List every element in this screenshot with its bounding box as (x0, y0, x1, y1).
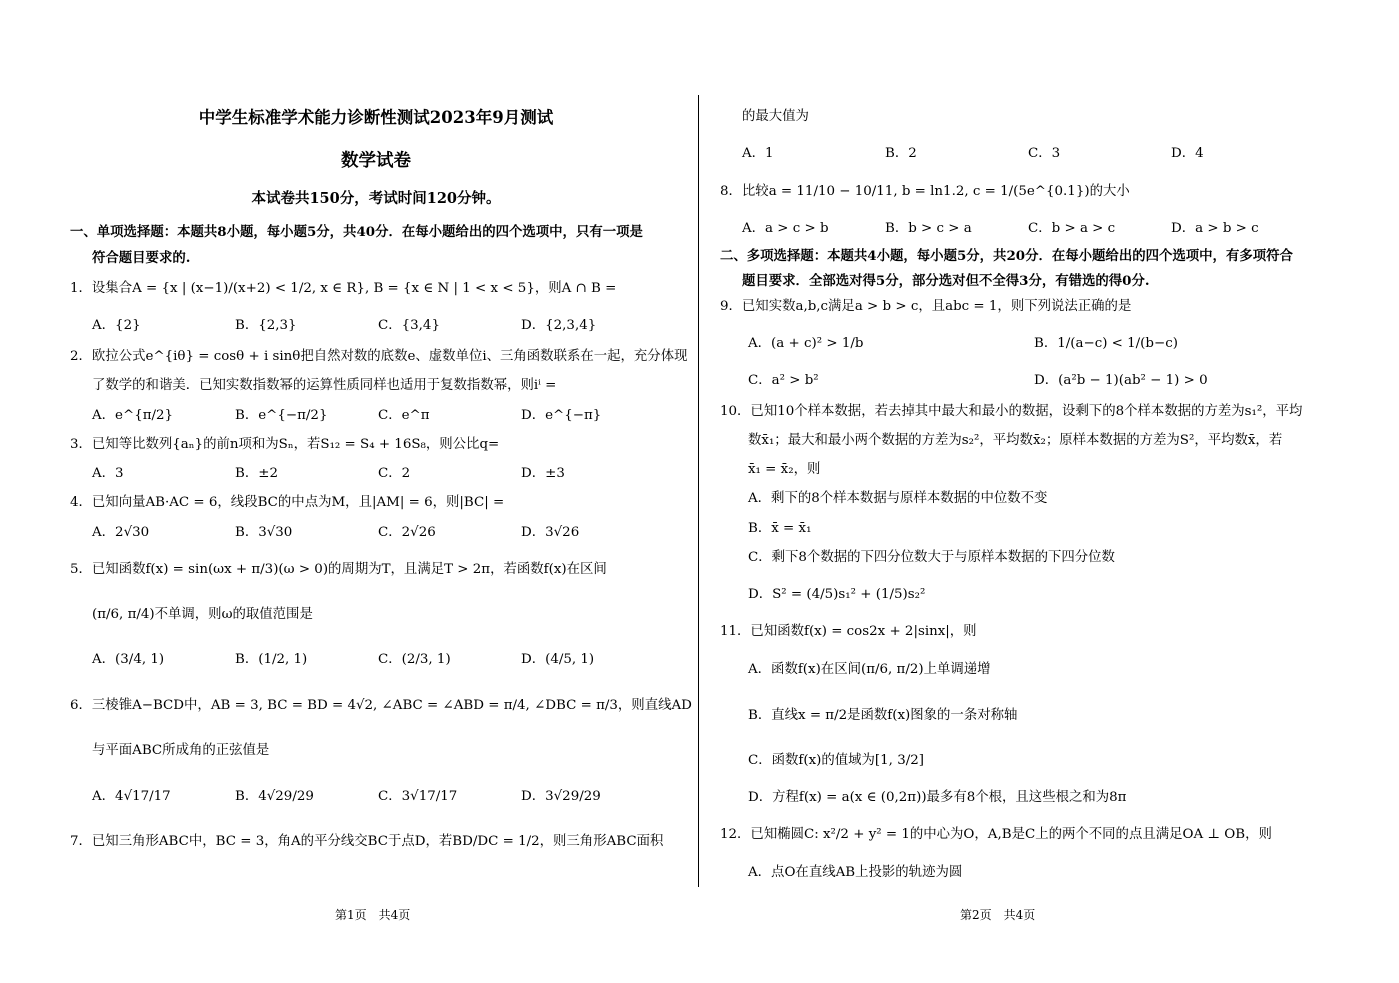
q9-option-a: A．(a + c)² > 1/b (748, 336, 864, 351)
right-column (720, 0, 1332, 983)
page-number-right: 第2页 共4页 (960, 908, 1036, 922)
q1-stem: 1．设集合A = {x | (x−1)/(x+2) < 1/2, x ∈ R}, B = {x ∈ N | 1 < x < 5}，则A ∩ B = (70, 281, 617, 296)
q2-stem-line1: 2．欧拉公式e^{iθ} = cosθ + i sinθ把自然对数的底数e、虚数单位i、三角函数联系在一起，充分体现 (70, 349, 688, 364)
q8-stem: 8．比较a = 11/10 − 10/11, b = ln1.2, c = 1/(5e^{0.1})的大小 (720, 184, 1130, 199)
q6-stem-line1: 6．三棱锥A−BCD中，AB = 3, BC = BD = 4√2, ∠ABC = ∠ABD = π/4, ∠DBC = π/3，则直线AD (70, 698, 692, 713)
q10-option-c: C．剩下8个数据的下四分位数大于与原样本数据的下四分位数 (748, 550, 1115, 565)
q5-stem-line2: (π/6, π/4)不单调，则ω的取值范围是 (92, 607, 313, 622)
q12-stem: 12．已知椭圆C: x²/2 + y² = 1的中心为O，A,B是C上的两个不同的点且满足OA ⊥ OB，则 (720, 827, 1272, 842)
q2-option-b: B．e^{−π/2} (235, 408, 328, 423)
q1-option-a: A．{2} (92, 318, 141, 333)
q7-option-c: C．3 (1028, 146, 1061, 161)
q1-option-b: B．{2,3} (235, 318, 297, 333)
q10-stem-line2: 数x̄₁；最大和最小两个数据的方差为s₂²，平均数x̄₂；原样本数据的方差为S²，平均数x̄，若 (748, 433, 1283, 448)
q3-options (92, 461, 682, 487)
q7-option-a: A．1 (742, 146, 774, 161)
q7-options (742, 141, 1332, 167)
q9-options-row2 (742, 368, 1332, 394)
q3-stem: 3．已知等比数列{aₙ}的前n项和为Sₙ，若S₁₂ = S₄ + 16S₈，则公比q= (70, 437, 500, 452)
q2-option-a: A．e^{π/2} (92, 408, 174, 423)
q6-option-d: D．3√29/29 (521, 789, 601, 804)
q6-option-c: C．3√17/17 (378, 789, 458, 804)
q9-option-d: D．(a²b − 1)(ab² − 1) > 0 (1034, 373, 1208, 388)
q3-option-b: B．±2 (235, 466, 278, 481)
left-column (70, 0, 692, 983)
q10-stem-line3: x̄₁ = x̄₂，则 (748, 462, 821, 477)
q11-option-b: B．直线x = π/2是函数f(x)图象的一条对称轴 (748, 708, 1018, 723)
q9-option-b: B．1/(a−c) < 1/(b−c) (1034, 336, 1178, 351)
q9-options-row1 (742, 331, 1332, 357)
q12-option-a: A．点O在直线AB上投影的轨迹为圆 (748, 865, 963, 880)
q6-option-b: B．4√29/29 (235, 789, 314, 804)
q9-stem: 9．已知实数a,b,c满足a > b > c，且abc = 1，则下列说法正确的是 (720, 299, 1132, 314)
q3-option-a: A．3 (92, 466, 124, 481)
q11-option-d: D．方程f(x) = a(x ∈ (0,2π))最多有8个根，且这些根之和为8π (748, 790, 1127, 805)
exam-title: 中学生标准学术能力诊断性测试2023年9月测试 (198, 108, 554, 127)
section1-title-line2: 符合题目要求的. (92, 250, 191, 266)
section2-title-line1: 二、多项选择题：本题共4小题，每小题5分，共20分．在每小题给出的四个选项中，有多项符合 (720, 248, 1293, 264)
q11-option-c: C．函数f(x)的值域为[1, 3/2] (748, 753, 924, 768)
q3-option-c: C．2 (378, 466, 411, 481)
q2-option-d: D．e^{−π} (521, 408, 602, 423)
q6-stem-line2: 与平面ABC所成角的正弦值是 (92, 743, 270, 758)
q7-stem-continuation: 的最大值为 (742, 109, 809, 124)
q11-stem: 11．已知函数f(x) = cos2x + 2|sinx|，则 (720, 624, 977, 639)
q10-option-b: B．x̄ = x̄₁ (748, 521, 812, 536)
q1-option-d: D．{2,3,4} (521, 318, 597, 333)
q4-option-d: D．3√26 (521, 525, 580, 540)
q11-option-a: A．函数f(x)在区间(π/6, π/2)上单调递增 (748, 662, 991, 677)
column-divider (698, 95, 699, 887)
exam-info: 本试卷共150分，考试时间120分钟。 (251, 190, 501, 207)
q7-stem: 7．已知三角形ABC中，BC = 3，角A的平分线交BC于点D，若BD/DC = 1/2，则三角形ABC面积 (70, 834, 664, 849)
q4-option-b: B．3√30 (235, 525, 293, 540)
q5-option-a: A．(3/4, 1) (92, 652, 165, 667)
page-number-left: 第1页 共4页 (335, 908, 411, 922)
section1-title-line1: 一、单项选择题：本题共8小题，每小题5分，共40分．在每小题给出的四个选项中，只有一项是 (70, 224, 643, 240)
q6-option-a: A．4√17/17 (92, 789, 171, 804)
q4-option-c: C．2√26 (378, 525, 436, 540)
q5-options (92, 647, 682, 673)
q8-option-c: C．b > a > c (1028, 221, 1116, 236)
q2-stem-line2: 了数学的和谐美．已知实数指数幂的运算性质同样也适用于复数指数幂，则iⁱ = (92, 378, 557, 393)
q6-options (92, 784, 682, 810)
q4-option-a: A．2√30 (92, 525, 150, 540)
q5-option-b: B．(1/2, 1) (235, 652, 308, 667)
q8-option-b: B．b > c > a (885, 221, 972, 236)
q5-option-d: D．(4/5, 1) (521, 652, 595, 667)
q4-stem: 4．已知向量AB·AC = 6，线段BC的中点为M，且|AM| = 6，则|BC| = (70, 495, 505, 510)
q10-option-a: A．剩下的8个样本数据与原样本数据的中位数不变 (748, 491, 1048, 506)
q8-option-a: A．a > c > b (742, 221, 829, 236)
q9-option-c: C．a² > b² (748, 373, 819, 388)
q8-options (742, 216, 1332, 242)
q5-option-c: C．(2/3, 1) (378, 652, 451, 667)
q7-option-d: D．4 (1171, 146, 1204, 161)
q10-stem-line1: 10．已知10个样本数据，若去掉其中最大和最小的数据，设剩下的8个样本数据的方差为s₁²，平均 (720, 404, 1303, 419)
q7-option-b: B．2 (885, 146, 917, 161)
q2-option-c: C．e^π (378, 408, 430, 423)
q8-option-d: D．a > b > c (1171, 221, 1259, 236)
q10-option-d: D．S² = (4/5)s₁² + (1/5)s₂² (748, 587, 926, 602)
exam-subject: 数学试卷 (341, 151, 411, 171)
q1-options (92, 313, 682, 339)
section2-title-line2: 题目要求．全部选对得5分，部分选对但不全得3分，有错选的得0分. (742, 273, 1150, 289)
q3-option-d: D．±3 (521, 466, 565, 481)
q1-option-c: C．{3,4} (378, 318, 440, 333)
q5-stem-line1: 5．已知函数f(x) = sin(ωx + π/3)(ω > 0)的周期为T，且满足T > 2π，若函数f(x)在区间 (70, 562, 607, 577)
q2-options (92, 403, 682, 429)
q4-options (92, 520, 682, 546)
